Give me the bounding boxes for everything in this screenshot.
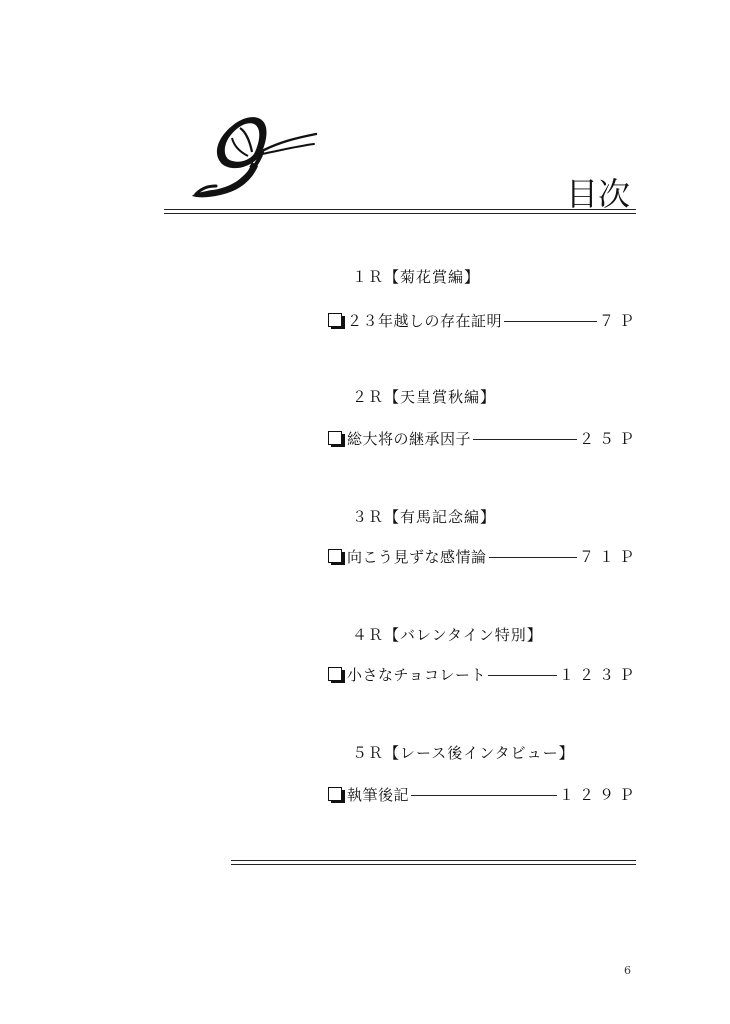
leader-line [489,557,577,558]
leader-line [411,795,557,796]
entry-page: １２３Ｐ [558,666,639,684]
entry-page: ７Ｐ [598,312,639,330]
toc-entry-5[interactable] [328,784,639,806]
toc-entry-3[interactable] [328,546,639,568]
entry-title: 執筆後記 [347,786,410,804]
entry-title: ２３年越しの存在証明 [347,312,503,330]
entry-title: 向こう見ずな感情論 [347,548,487,566]
page-title: 目次 [566,175,631,213]
checkbox-icon [328,549,345,566]
entry-title: 総大将の継承因子 [347,430,472,448]
toc-entry-2[interactable] [328,428,639,450]
page-number: 6 [624,964,631,977]
toc-entry-4[interactable] [328,664,639,686]
checkbox-icon [328,431,345,448]
section-header-4r: ４Ｒ【バレンタイン特別】 [352,626,543,644]
section-header-5r: ５Ｒ【レース後インタビュー】 [352,744,575,762]
leader-line [504,321,597,322]
checkbox-icon [328,667,345,684]
butterfly-icon [188,112,320,204]
entry-page: １２９Ｐ [558,786,639,804]
entry-page: ２５Ｐ [578,430,639,448]
section-header-3r: ３Ｒ【有馬記念編】 [352,508,497,526]
entry-title: 小さなチョコレート [347,666,487,684]
leader-line [488,675,557,676]
entry-page: ７１Ｐ [578,548,639,566]
section-header-1r: １Ｒ【菊花賞編】 [352,268,481,286]
toc-entry-1[interactable] [328,310,639,332]
checkbox-icon [328,787,345,804]
checkbox-icon [328,313,345,330]
leader-line [473,439,577,440]
section-header-2r: ２Ｒ【天皇賞秋編】 [352,388,497,406]
